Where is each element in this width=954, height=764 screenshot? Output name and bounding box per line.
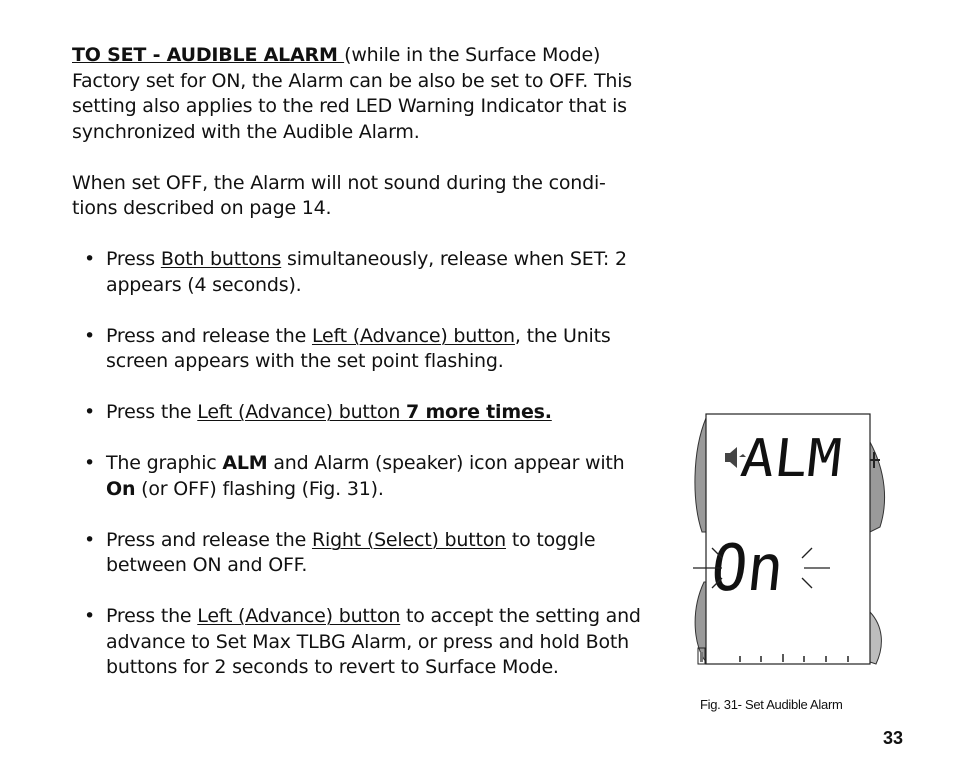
alm-label: ALM bbox=[222, 452, 268, 474]
lcd-alm-text: ALM bbox=[737, 429, 839, 489]
on-label: On bbox=[106, 477, 136, 500]
step-text: to toggle between ON and OFF. bbox=[106, 528, 596, 576]
bullet-dot: • bbox=[84, 605, 96, 627]
bullet-dot: • bbox=[84, 401, 96, 423]
bullet-dot: • bbox=[84, 528, 96, 551]
step-text: The graphic bbox=[106, 452, 223, 474]
step-1 bbox=[72, 247, 642, 298]
step-text: (or OFF) flashing (Fig. 31). bbox=[135, 477, 384, 500]
step-4 bbox=[72, 451, 642, 502]
bullet-dot: • bbox=[84, 324, 96, 347]
step-text: Press bbox=[106, 248, 161, 270]
step-text: Press the bbox=[106, 605, 198, 627]
left-button-ref: Left (Advance) button 7 more times. bbox=[197, 401, 552, 423]
step-text: to accept the setting and advance to Set Max TLBG Alarm, or press and hold Both buttons for 2 seconds to revert to Surface Mode. bbox=[106, 605, 641, 678]
lcd-display-figure bbox=[688, 412, 888, 670]
step-text: Press the bbox=[106, 401, 198, 423]
lcd-on-text: On bbox=[707, 531, 793, 606]
heading-suffix: (while in the Surface Mode) bbox=[344, 44, 601, 66]
step-text: Press and release the bbox=[106, 324, 312, 347]
step-text: Press and release the bbox=[106, 528, 312, 551]
step-5 bbox=[72, 528, 642, 579]
intro-rest: Factory set for ON, the Alarm can be also be set to OFF. This setting also applies to the red LED Warning Indicator that is synchronized with the Audible Alarm. bbox=[72, 69, 632, 143]
step-text: , the Units screen appears with the set point flashing. bbox=[106, 324, 611, 372]
left-button-ref: Left (Advance) button bbox=[311, 324, 515, 347]
step-3 bbox=[72, 400, 642, 426]
figure-caption: Fig. 31- Set Audible Alarm bbox=[700, 697, 843, 712]
bullet-dot: • bbox=[84, 452, 96, 474]
both-buttons-ref: Both buttons bbox=[160, 248, 282, 270]
right-button-ref: Right (Select) button bbox=[311, 528, 507, 551]
left-button-ref: Left (Advance) button bbox=[197, 605, 401, 627]
step-2 bbox=[72, 324, 642, 375]
step-text: simultaneously, release when SET: 2 appears (4 seconds). bbox=[106, 248, 627, 296]
alarm-off-paragraph: When set OFF, the Alarm will not sound during the condi-tions described on page 14. bbox=[72, 171, 606, 219]
bullet-dot: • bbox=[84, 248, 96, 270]
page-number: 33 bbox=[883, 728, 904, 748]
intro-paragraph bbox=[72, 43, 642, 145]
step-6 bbox=[72, 604, 642, 681]
section-heading: TO SET - AUDIBLE ALARM bbox=[72, 44, 345, 66]
instructions-text bbox=[72, 43, 642, 681]
step-text: and Alarm (speaker) icon appear with bbox=[267, 452, 625, 474]
